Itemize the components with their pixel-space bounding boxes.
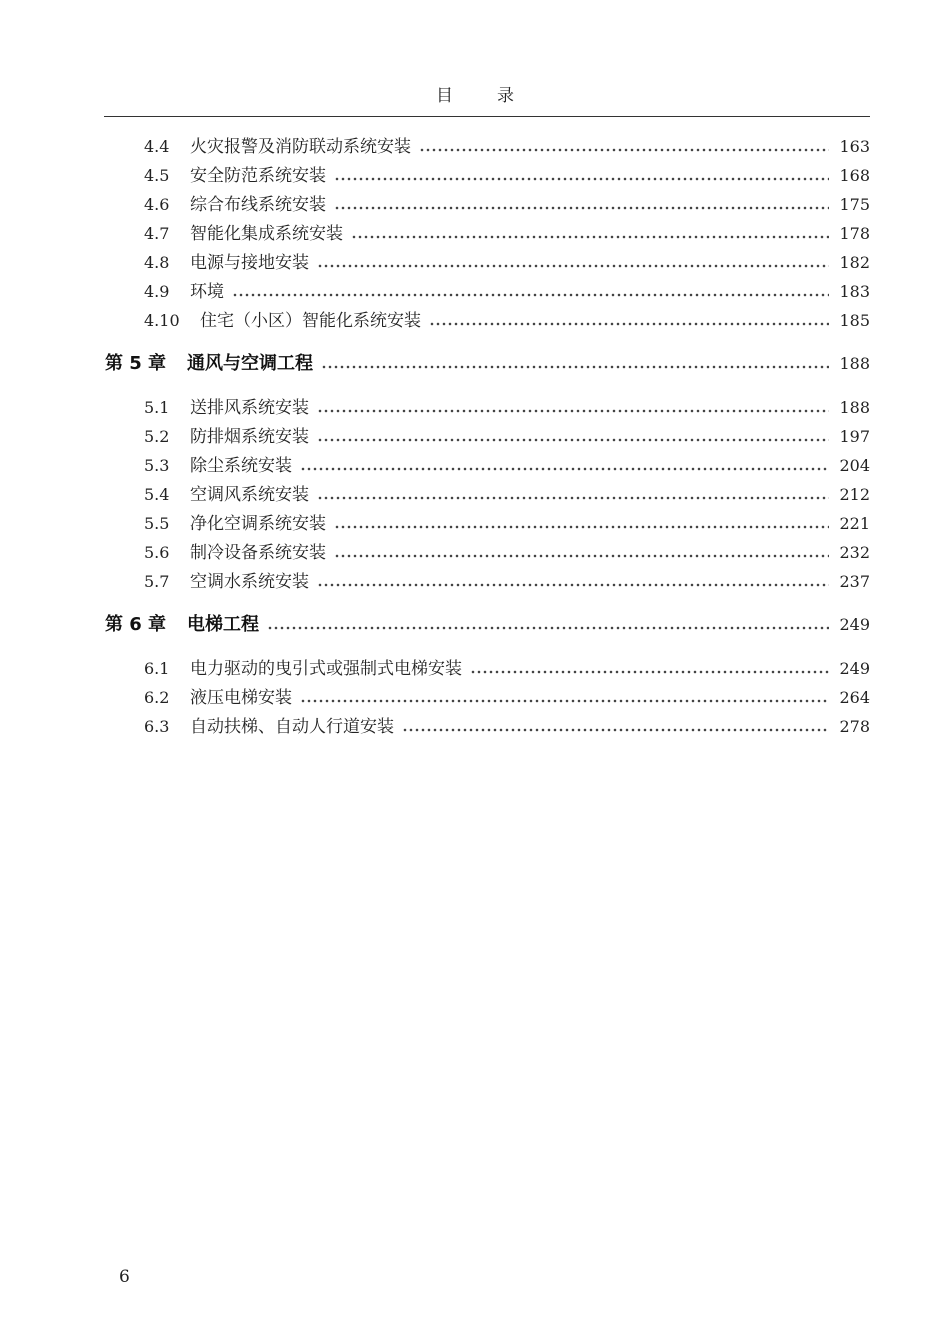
page-number: 6 bbox=[119, 1267, 130, 1287]
toc-entry-page: 188 bbox=[839, 354, 870, 373]
toc-dot-leader bbox=[321, 351, 829, 377]
toc-entry-title: 液压电梯安装 bbox=[190, 688, 292, 708]
toc-entry-page: 188 bbox=[839, 398, 870, 417]
toc-dot-leader bbox=[232, 279, 829, 305]
toc-entry-page: 278 bbox=[839, 717, 870, 736]
toc-section-entry[interactable] bbox=[0, 395, 950, 421]
toc-entry-number: 6.3 bbox=[144, 717, 170, 736]
toc-entry-title: 通风与空调工程 bbox=[187, 353, 313, 374]
toc-entry-title: 自动扶梯、自动人行道安装 bbox=[190, 717, 394, 737]
toc-entry-title: 住宅（小区）智能化系统安装 bbox=[200, 311, 421, 331]
toc-entry-number: 5.7 bbox=[144, 572, 170, 591]
toc-dot-leader bbox=[267, 612, 829, 638]
toc-entry-title: 电梯工程 bbox=[187, 614, 259, 635]
toc-dot-leader bbox=[351, 221, 829, 247]
toc-section-entry[interactable] bbox=[0, 453, 950, 479]
toc-entry-number: 第 6 章 bbox=[105, 614, 167, 635]
toc-dot-leader bbox=[334, 540, 829, 566]
toc-entry-number: 4.7 bbox=[144, 224, 170, 243]
toc-entry-number: 5.4 bbox=[144, 485, 170, 504]
toc-section-entry[interactable] bbox=[0, 511, 950, 537]
toc-entry-page: 249 bbox=[839, 659, 870, 678]
toc-section-entry[interactable] bbox=[0, 424, 950, 450]
toc-entry-title: 空调水系统安装 bbox=[190, 572, 309, 592]
toc-dot-leader bbox=[334, 192, 829, 218]
toc-entry-page: 212 bbox=[839, 485, 870, 504]
page-header-title: 目录 bbox=[436, 86, 558, 106]
toc-entry-number: 4.6 bbox=[144, 195, 170, 214]
toc-entry-page: 197 bbox=[839, 427, 870, 446]
toc-entry-title: 智能化集成系统安装 bbox=[190, 224, 343, 244]
toc-entry-title: 送排风系统安装 bbox=[190, 398, 309, 418]
toc-entry-page: 237 bbox=[839, 572, 870, 591]
toc-section-entry[interactable] bbox=[0, 308, 950, 334]
toc-dot-leader bbox=[317, 395, 829, 421]
toc-entry-page: 221 bbox=[839, 514, 870, 533]
toc-dot-leader bbox=[334, 511, 829, 537]
toc-entry-title: 安全防范系统安装 bbox=[190, 166, 326, 186]
toc-section-entry[interactable] bbox=[0, 192, 950, 218]
toc-section-entry[interactable] bbox=[0, 163, 950, 189]
toc-section-entry[interactable] bbox=[0, 482, 950, 508]
toc-entry-number: 4.5 bbox=[144, 166, 170, 185]
toc-entry-number: 5.3 bbox=[144, 456, 170, 475]
toc-entry-page: 178 bbox=[839, 224, 870, 243]
toc-entry-number: 4.4 bbox=[144, 137, 170, 156]
toc-entry-page: 264 bbox=[839, 688, 870, 707]
toc-entry-title: 防排烟系统安装 bbox=[190, 427, 309, 447]
toc-entry-number: 5.6 bbox=[144, 543, 170, 562]
toc-entry-page: 183 bbox=[839, 282, 870, 301]
toc-entry-page: 182 bbox=[839, 253, 870, 272]
toc-entry-title: 电源与接地安装 bbox=[190, 253, 309, 273]
toc-entry-page: 175 bbox=[839, 195, 870, 214]
toc-entry-number: 4.10 bbox=[144, 311, 180, 330]
toc-entry-title: 火灾报警及消防联动系统安装 bbox=[190, 137, 411, 157]
toc-dot-leader bbox=[300, 685, 829, 711]
toc-section-entry[interactable] bbox=[0, 134, 950, 160]
toc-entry-number: 6.1 bbox=[144, 659, 170, 678]
toc-entry-page: 232 bbox=[839, 543, 870, 562]
toc-section-entry[interactable] bbox=[0, 279, 950, 305]
toc-section-entry[interactable] bbox=[0, 250, 950, 276]
toc-entry-title: 综合布线系统安装 bbox=[190, 195, 326, 215]
toc-entry-title: 空调风系统安装 bbox=[190, 485, 309, 505]
toc-entry-number: 4.9 bbox=[144, 282, 170, 301]
toc-section-entry[interactable] bbox=[0, 540, 950, 566]
toc-entry-page: 185 bbox=[839, 311, 870, 330]
toc-section-entry[interactable] bbox=[0, 714, 950, 740]
toc-dot-leader bbox=[470, 656, 829, 682]
toc-entry-number: 5.2 bbox=[144, 427, 170, 446]
toc-dot-leader bbox=[402, 714, 829, 740]
toc-dot-leader bbox=[334, 163, 829, 189]
toc-chapter-entry[interactable] bbox=[0, 612, 950, 638]
toc-dot-leader bbox=[317, 569, 829, 595]
toc-section-entry[interactable] bbox=[0, 569, 950, 595]
toc-dot-leader bbox=[317, 250, 829, 276]
toc-chapter-entry[interactable] bbox=[0, 351, 950, 377]
toc-entry-number: 6.2 bbox=[144, 688, 170, 707]
toc-section-entry[interactable] bbox=[0, 221, 950, 247]
toc-entry-title: 净化空调系统安装 bbox=[190, 514, 326, 534]
toc-dot-leader bbox=[317, 424, 829, 450]
toc-entry-page: 204 bbox=[839, 456, 870, 475]
toc-entry-title: 制冷设备系统安装 bbox=[190, 543, 326, 563]
toc-entry-page: 249 bbox=[839, 615, 870, 634]
toc-dot-leader bbox=[300, 453, 829, 479]
toc-section-entry[interactable] bbox=[0, 656, 950, 682]
toc-entry-page: 168 bbox=[839, 166, 870, 185]
toc-entry-number: 5.5 bbox=[144, 514, 170, 533]
toc-entry-title: 除尘系统安装 bbox=[190, 456, 292, 476]
toc-entry-title: 电力驱动的曳引式或强制式电梯安装 bbox=[190, 659, 462, 679]
toc-dot-leader bbox=[317, 482, 829, 508]
toc-entry-number: 第 5 章 bbox=[105, 353, 167, 374]
toc-entry-number: 5.1 bbox=[144, 398, 170, 417]
toc-entry-title: 环境 bbox=[190, 282, 224, 302]
toc-entry-number: 4.8 bbox=[144, 253, 170, 272]
toc-section-entry[interactable] bbox=[0, 685, 950, 711]
toc-entry-page: 163 bbox=[839, 137, 870, 156]
toc-dot-leader bbox=[429, 308, 829, 334]
toc-dot-leader bbox=[419, 134, 829, 160]
